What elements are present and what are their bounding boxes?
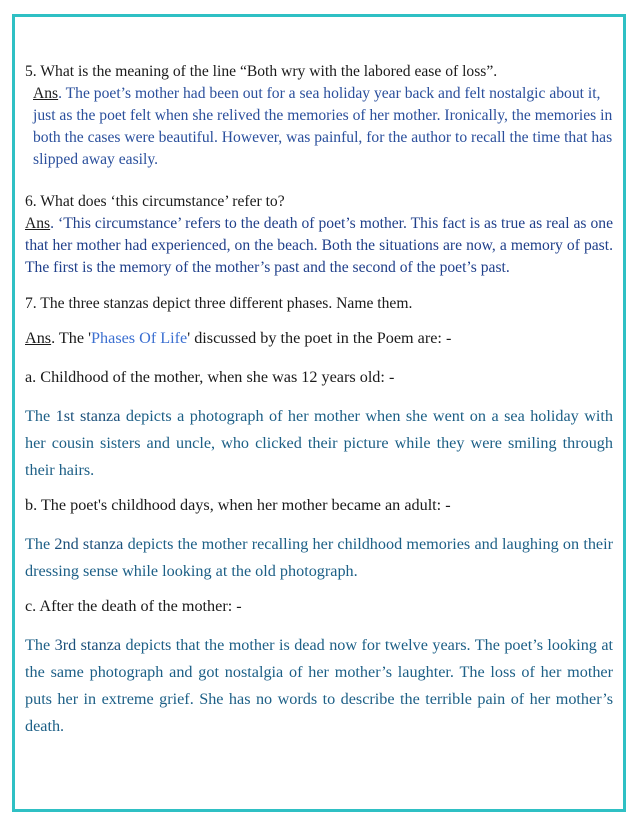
ans-label: Ans [25, 215, 51, 232]
stanza-prefix: The [25, 535, 55, 553]
phase-a-text [25, 403, 613, 484]
answer-5 [25, 83, 613, 171]
document-content [25, 61, 613, 740]
phase-c-text [25, 632, 613, 740]
phase-a-heading: a. Childhood of the mother, when she was 12 years old: - [25, 368, 395, 386]
answer-6 [25, 213, 613, 279]
stanza-3-text: depicts that the mother is dead now for twelve years. The poet’s looking at the same photograph and got nostalgia of her mother’s laughter. The loss of her mother puts her in extreme grief. She has no words to describe the terrible pain of her mother’s death. [25, 636, 614, 735]
stanza-prefix: The [25, 636, 55, 654]
answer-5-text: . The poet’s mother had been out for a sea holiday year back and felt nostalgic about it, just as the poet felt when she relived the memories of her mother. Ironically, the memories in both the cases were beautiful. However, was painful, for the author to recall the time that has slipped away easily. [33, 85, 613, 168]
page-border [12, 14, 626, 812]
stanza-label-3: 3rd stanza [54, 636, 122, 654]
stanza-2-text: depicts the mother recalling her childhood memories and laughing on their dressing sense while looking at the old photograph. [25, 535, 613, 580]
phase-b-text [25, 531, 613, 585]
question-7: 7. The three stanzas depict three different phases. Name them. [25, 295, 413, 312]
question-6: 6. What does ‘this circumstance’ refer to? [25, 193, 285, 210]
ans-label: Ans [25, 329, 52, 347]
answer-7-prefix: . The ' [51, 329, 92, 347]
stanza-label-1: 1st stanza [55, 407, 121, 425]
question-5: 5. What is the meaning of the line “Both wry with the labored ease of loss”. [25, 63, 498, 80]
answer-7-suffix: ' discussed by the poet in the Poem are: - [187, 329, 452, 347]
stanza-label-2: 2nd stanza [54, 535, 124, 553]
phase-c-heading: c. After the death of the mother: - [25, 597, 242, 615]
answer-6-text: . ‘This circumstance’ refers to the death of poet’s mother. This fact is as true as real as one that her mother had experienced, on the beach. Both the situations are now, a memory of past. The first is the memory of the mother’s past and the second of the poet’s past. [25, 215, 613, 276]
ans-label: Ans [33, 85, 59, 102]
answer-7-intro [25, 325, 613, 352]
phases-of-life-link[interactable]: Phases Of Life [91, 329, 188, 347]
phase-b-heading: b. The poet's childhood days, when her mother became an adult: - [25, 496, 451, 514]
stanza-1-text: depicts a photograph of her mother when she went on a sea holiday with her cousin sisters and uncle, who clicked their picture while they were smiling through their hairs. [25, 407, 613, 479]
stanza-prefix: The [25, 407, 56, 425]
